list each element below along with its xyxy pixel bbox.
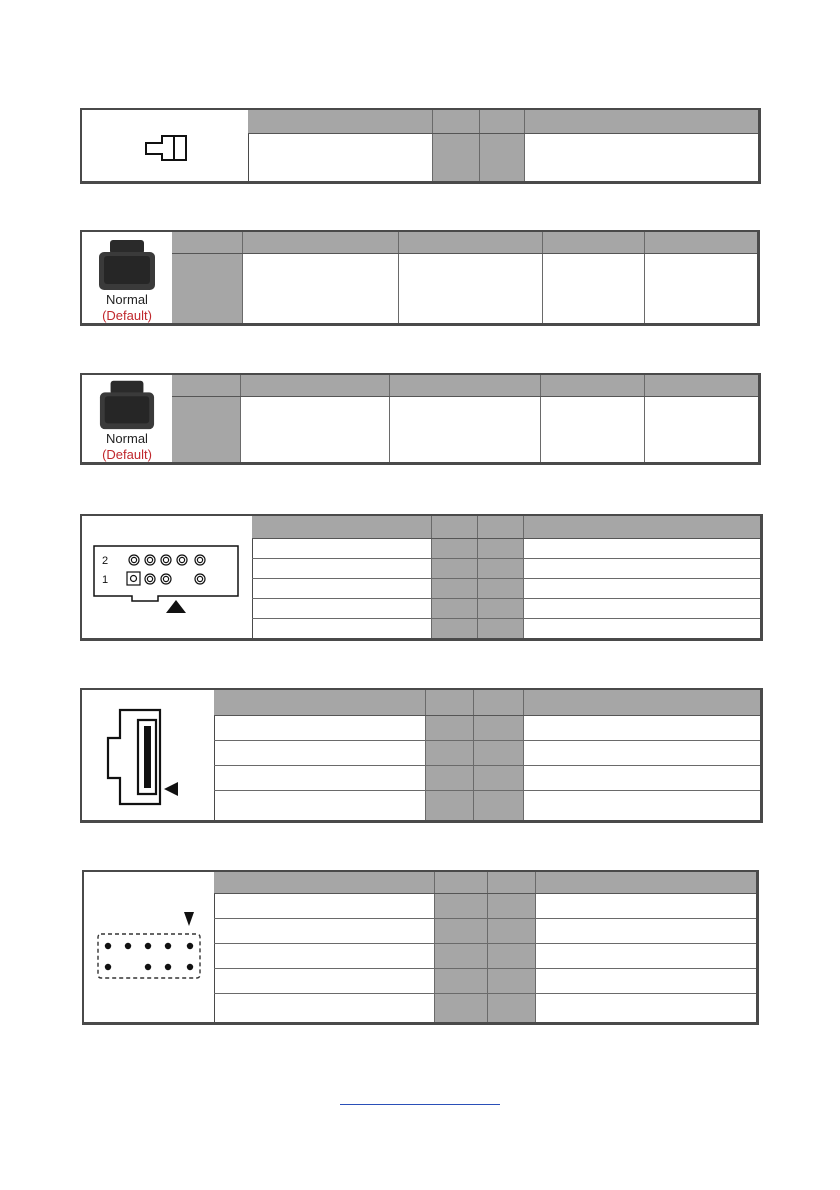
table-row: [214, 969, 756, 994]
usb-header-icon: [84, 872, 214, 1023]
table-row: [248, 134, 758, 181]
table-row: [252, 599, 760, 619]
sata-connector-block: [80, 688, 763, 823]
usb-header-block: [82, 870, 759, 1025]
pin-header-block: [80, 514, 763, 641]
table-row: [214, 741, 760, 766]
pin-header-table: [252, 516, 760, 638]
jumper-cap-icon: [82, 375, 172, 433]
connector-table-1: [248, 110, 758, 181]
usb-icon-cell: [84, 872, 215, 1022]
table-row: [214, 944, 756, 969]
table-header-row: [214, 690, 760, 716]
jumper-caption-default: (Default): [102, 308, 152, 323]
table-row: [252, 539, 760, 559]
table-row: [252, 579, 760, 599]
jumper-block-2: [80, 373, 761, 465]
pin-header-icon: [82, 110, 248, 182]
table-header-row: [172, 375, 758, 397]
pin-header-icon-cell: [82, 516, 253, 638]
sata-connector-icon: [82, 690, 214, 821]
jumper-icon-cell: [82, 232, 173, 323]
table-row: [172, 397, 758, 462]
jumper-block-1: [80, 230, 760, 326]
table-header-row: [172, 232, 757, 254]
table-row: [252, 619, 760, 638]
jumper-table-1: [172, 232, 757, 323]
table-header-row: [214, 872, 756, 894]
table-row: [214, 716, 760, 741]
table-row: [214, 994, 756, 1022]
pin-header-icon-cell: [82, 110, 249, 181]
sata-table: [214, 690, 760, 820]
jumper-icon-cell: [82, 375, 173, 462]
jumper-caption-normal: Normal: [106, 292, 148, 307]
connector-block-1: [80, 108, 761, 184]
table-row: [214, 791, 760, 820]
table-row: [214, 894, 756, 919]
table-row: [214, 919, 756, 944]
table-row: [252, 559, 760, 579]
sata-icon-cell: [82, 690, 215, 820]
jumper-caption-default: (Default): [102, 447, 152, 462]
table-header-row: [248, 110, 758, 134]
jumper-table-2: [172, 375, 758, 462]
pin-label-2: 2: [102, 555, 109, 567]
table-row: [172, 254, 757, 323]
footer-link[interactable]: [340, 1090, 500, 1105]
ten-pin-header-icon: [82, 516, 252, 639]
jumper-cap-icon: [82, 234, 172, 294]
table-header-row: [252, 516, 760, 539]
pin-label-1: 1: [102, 574, 109, 586]
table-row: [214, 766, 760, 791]
usb-header-table: [214, 872, 756, 1022]
jumper-caption-normal: Normal: [106, 431, 148, 446]
